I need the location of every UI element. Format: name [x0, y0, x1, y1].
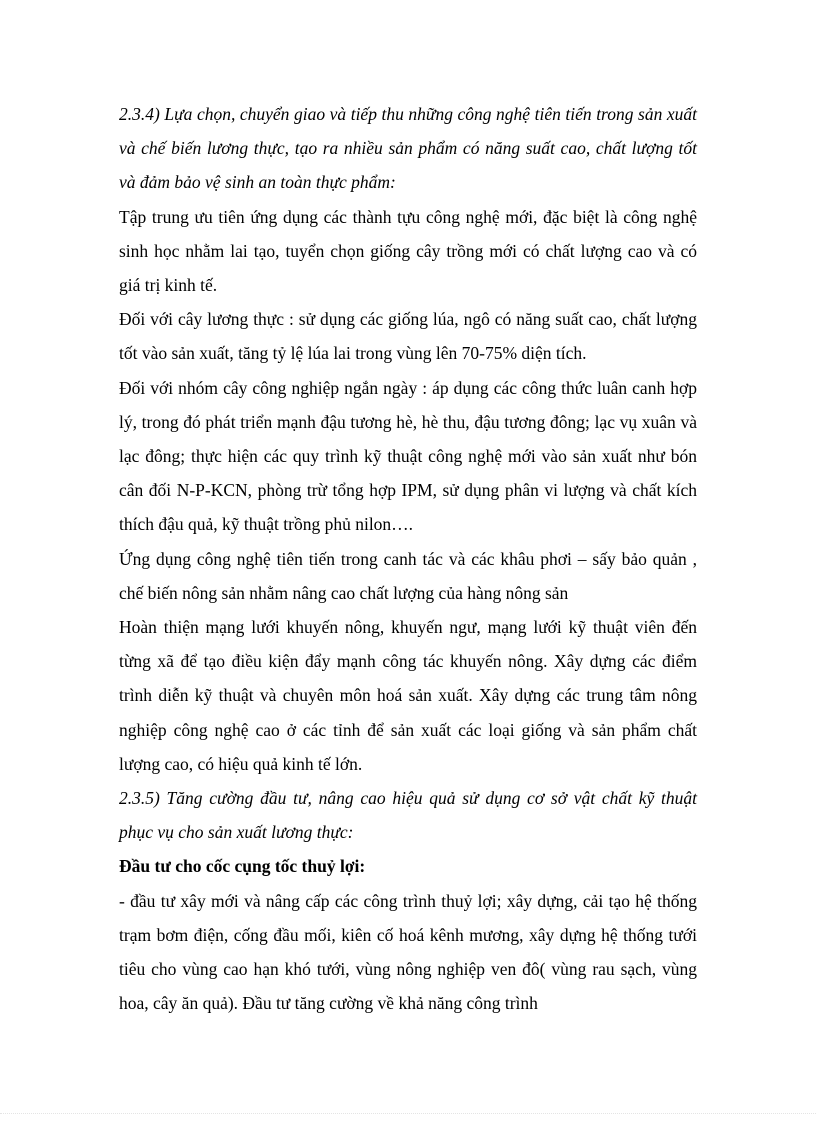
document-body	[119, 97, 697, 1020]
page-bottom-border	[0, 1113, 816, 1114]
paragraph-extension-network: Hoàn thiện mạng lưới khuyến nông, khuyến ngư, mạng lưới kỹ thuật viên đến từng xã để tạo điều kiện đẩy mạnh công tác khuyến nông. Xây dựng các điểm trình diễn kỹ thuật và chuyên môn hoá sản xuất. Xây dựng các trung tâm nông nghiệp công nghệ cao ở các tỉnh để sản xuất các loại giống và sản phẩm chất lượng cao, có hiệu quả kinh tế lớn.	[119, 617, 697, 774]
paragraph-post-harvest: Ứng dụng công nghệ tiên tiến trong canh tác và các khâu phơi – sấy bảo quản , chế biến nông sản nhằm nâng cao chất lượng của hàng nông sản	[119, 548, 697, 603]
paragraph-industrial-crops: Đối với nhóm cây công nghiệp ngắn ngày : áp dụng các công thức luân canh hợp lý, trong đó phát triển mạnh đậu tương hè, hè thu, đậu tương đông; lạc vụ xuân và lạc đông; thực hiện các quy trình kỹ thuật công nghệ mới vào sản xuất như bón cân đối N-P-KCN, phòng trừ tổng hợp IPM, sử dụng phân vi lượng và chất kích thích đậu quả, kỹ thuật trồng phủ nilon….	[119, 377, 697, 535]
section-2-3-4-heading: 2.3.4) Lựa chọn, chuyển giao và tiếp thu những công nghệ tiên tiến trong sản xuất và chế biến lương thực, tạo ra nhiều sản phẩm có năng suất cao, chất lượng tốt và đảm bảo vệ sinh an toàn thực phẩm:	[119, 104, 697, 193]
paragraph-food-crops: Đối với cây lương thực : sử dụng các giống lúa, ngô có năng suất cao, chất lượng tốt vào sản xuất, tăng tỷ lệ lúa lai trong vùng lên 70-75% diện tích.	[119, 309, 697, 364]
irrigation-subheading: Đầu tư cho cốc cụng tốc thuỷ lợi:	[119, 856, 366, 877]
section-2-3-5-heading: 2.3.5) Tăng cường đầu tư, nâng cao hiệu quả sử dụng cơ sở vật chất kỹ thuật phục vụ cho sản xuất lương thực:	[119, 788, 697, 843]
paragraph-technology-priority: Tập trung ưu tiên ứng dụng các thành tựu công nghệ mới, đặc biệt là công nghệ sinh học nhằm lai tạo, tuyển chọn giống cây trồng mới có chất lượng cao và có giá trị kinh tế.	[119, 206, 697, 296]
paragraph-irrigation-investment: - đầu tư xây mới và nâng cấp các công trình thuỷ lợi; xây dựng, cải tạo hệ thống trạm bơm điện, cống đầu mối, kiên cố hoá kênh mương, xây dựng hệ thống tưới tiêu cho vùng cao hạn khó tưới, vùng nông nghiệp ven đô( vùng rau sạch, vùng hoa, cây ăn quả). Đầu tư tăng cường về khả năng công trình	[119, 890, 697, 1014]
